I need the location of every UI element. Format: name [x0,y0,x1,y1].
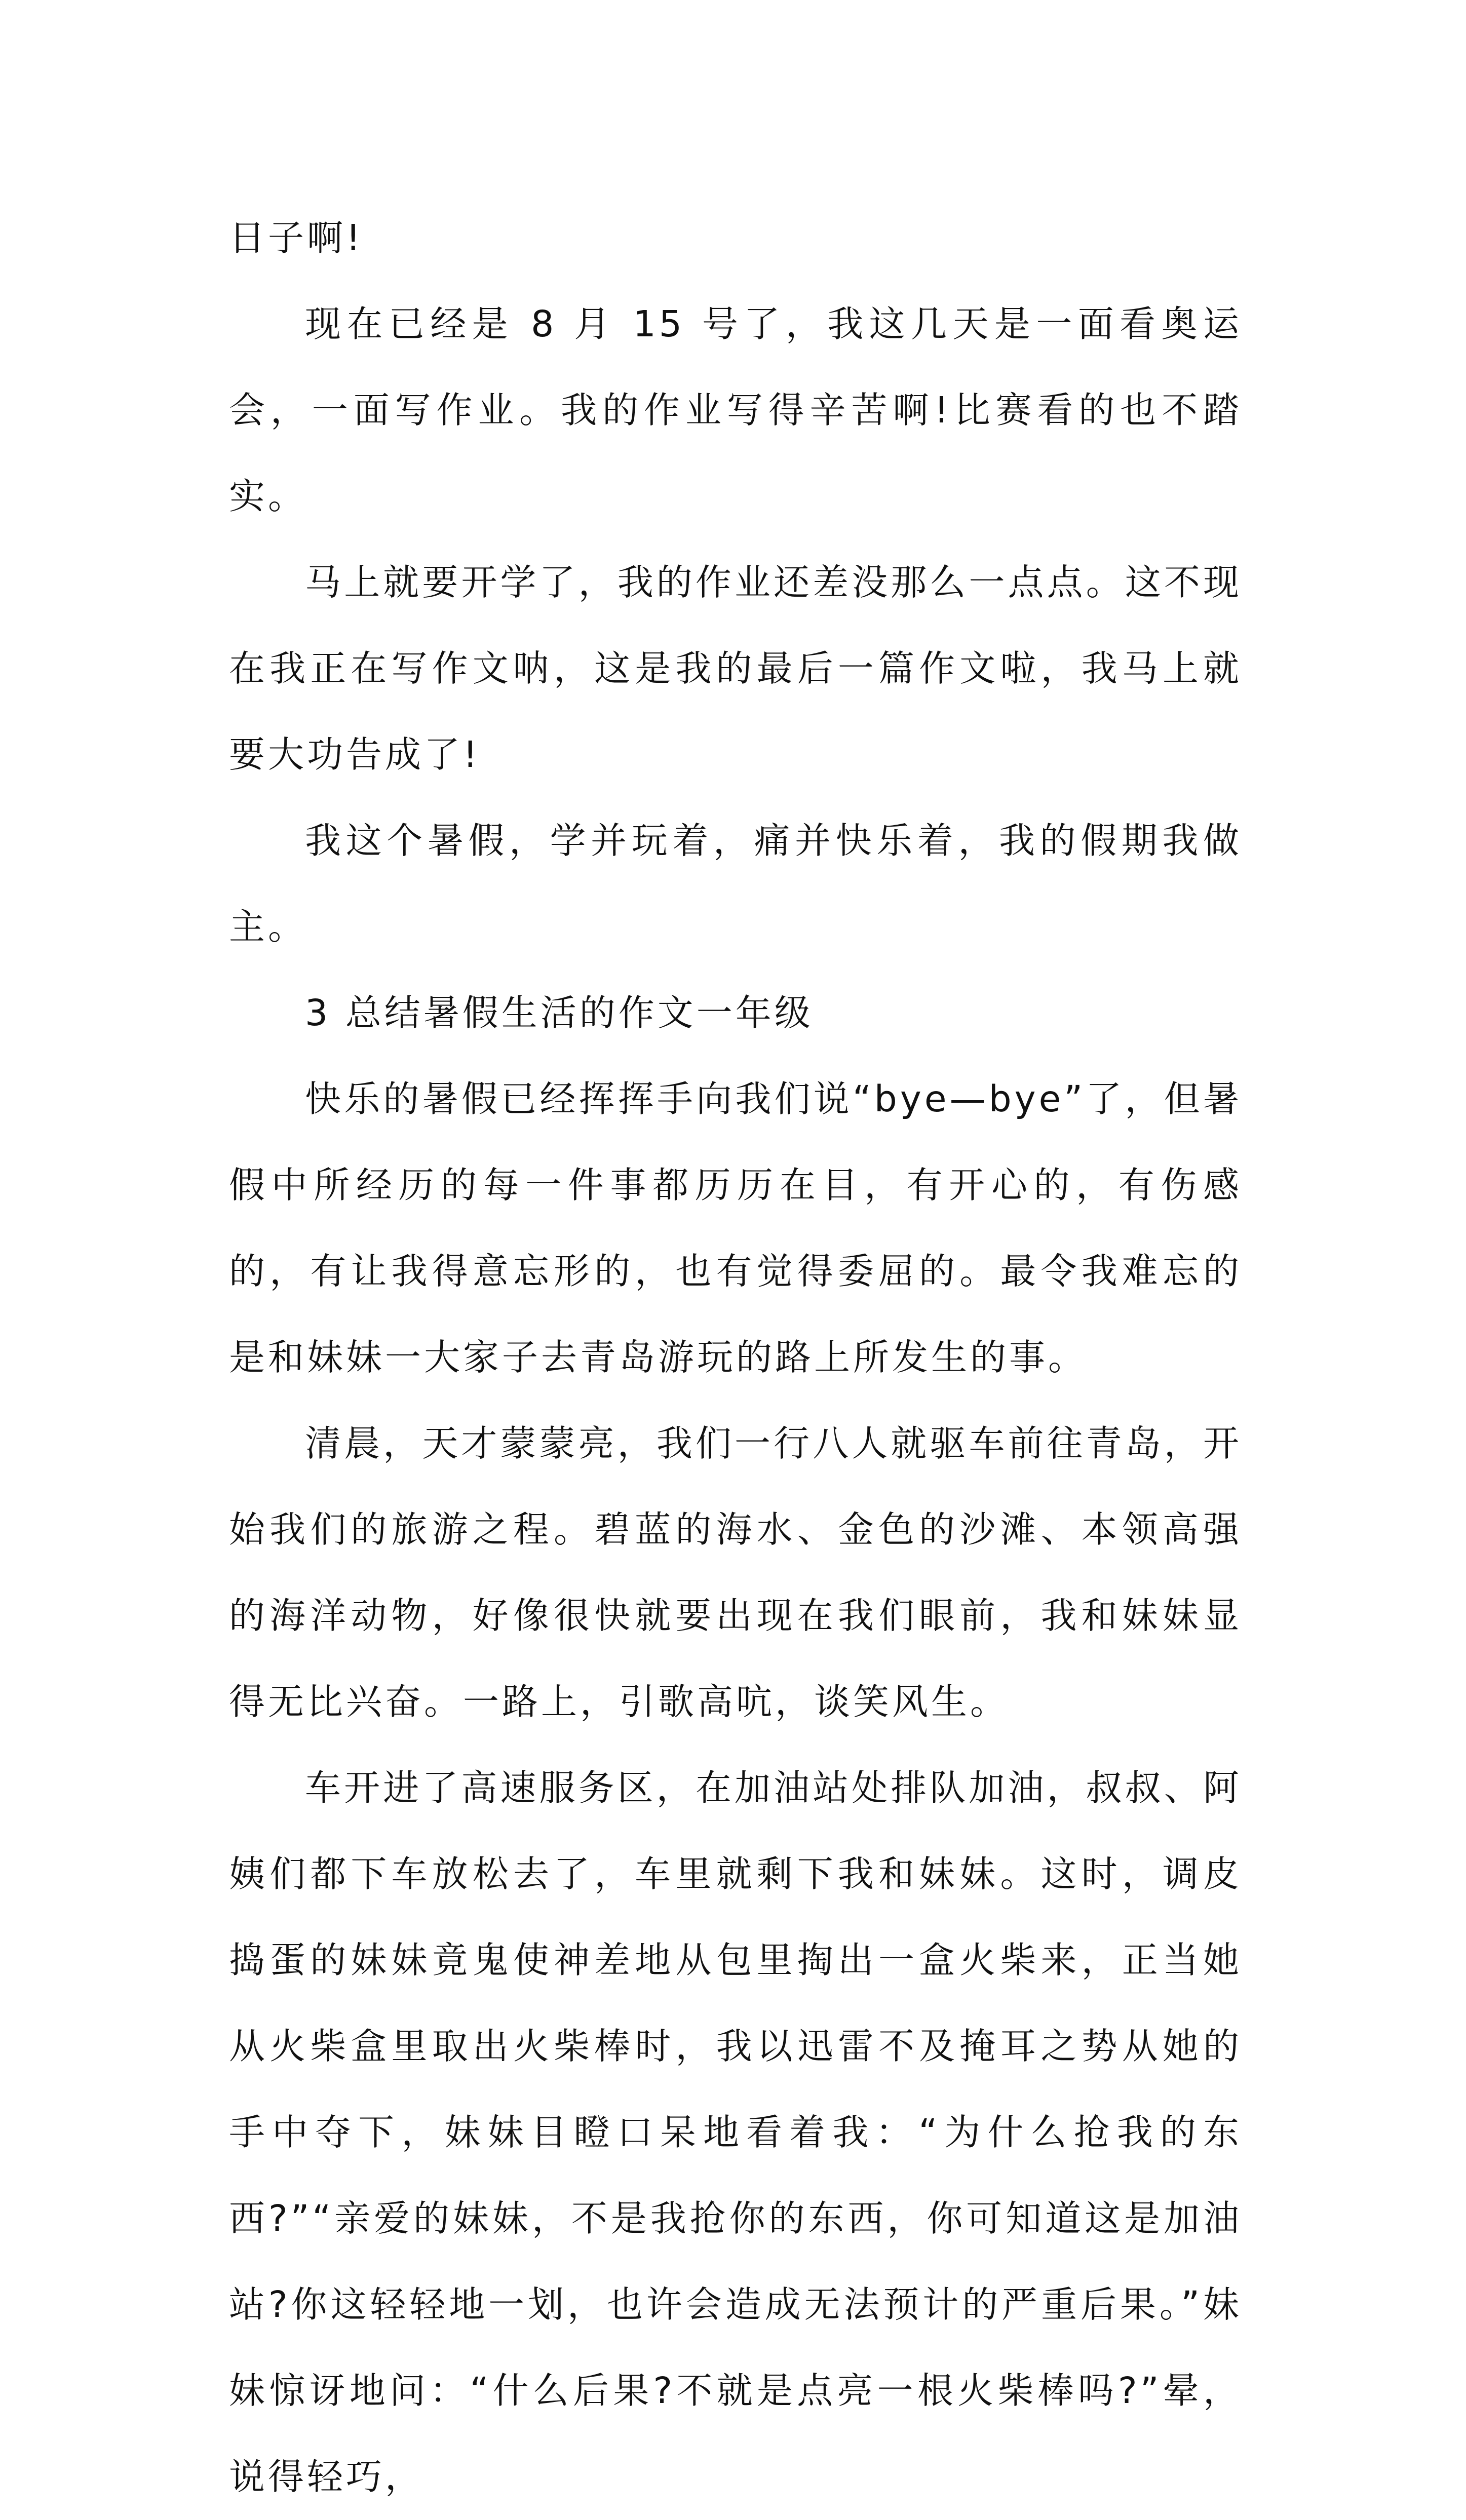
paragraph: 日子啊! [229,217,364,259]
section-heading: 3 总结暑假生活的作文一年级 [305,992,814,1034]
paragraph: 车开进了高速服务区，在加油站处排队加油，叔叔、阿姨们都下车放松去了，车里就剩下我和妹妹。这时，调皮捣蛋的妹妹竟鬼使神差地从包里掏出一盒火柴来，正当她从火柴盒里取出火柴棒时，我以迅雷不及掩耳之势从她的手中夺下，妹妹目瞪口呆地看着我：“为什么抢我的东西?”“亲爱的妹妹，不是我抢你的东西，你可知道这是加油站?你这轻轻地一划，也许会造成无法预计的严重后果。”妹妹惊讶地问：“什么后果?不就是点亮一根火柴棒吗?”晕，说得轻巧， [229,1767,1242,2498]
paragraph: 现在已经是 8 月 15 号了，我这几天是一面看奥运会，一面写作业。我的作业写得辛苦啊!比赛看的也不踏实。 [229,303,1242,517]
paragraph: 快乐的暑假已经挥挥手向我们说“bye—bye”了，但暑假中所经历的每一件事都历历在目，有开心的，有伤感的，有让我得意忘形的，也有觉得委屈的。最令我难忘的是和妹妹一大家子去青岛游玩的路上所发生的事。 [229,1078,1242,1378]
paragraph: 我这个暑假，学并玩着，痛并快乐着，我的假期我做主。 [229,820,1242,948]
document-body [229,195,1242,2520]
paragraph: 马上就要开学了，我的作业还差没那么一点点。这不现在我正在写作文呐，这是我的最后一篇作文啦，我马上就要大功告成了! [229,561,1242,776]
paragraph: 清晨，天才蒙蒙亮，我们一行八人就驱车前往青岛，开始我们的旅游之程。碧蓝的海水、金色的沙滩、本领高强的海洋动物，好像很快就要出现在我们眼前，我和妹妹显得无比兴奋。一路上，引歌高吭，谈笑风生。 [229,1422,1242,1723]
